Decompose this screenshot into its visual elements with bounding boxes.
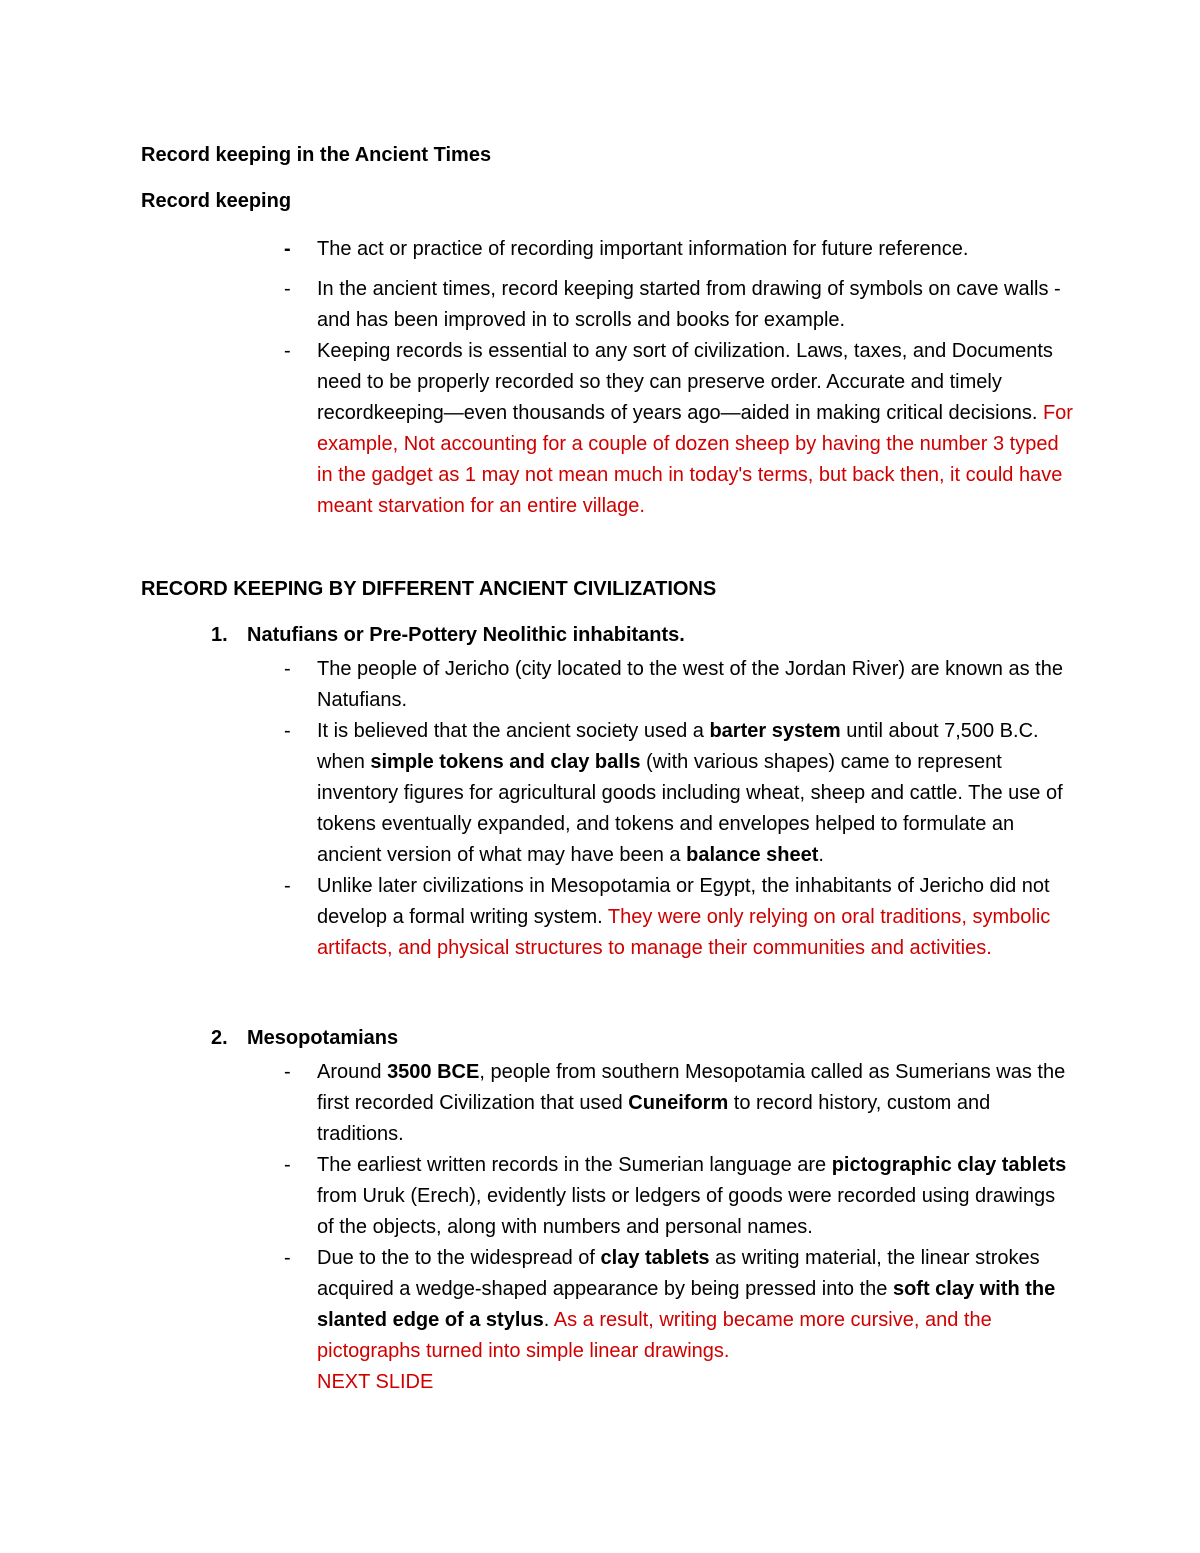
civ2-heading-text: Mesopotamians [247,1027,399,1049]
civ1-number: 1. [211,624,228,646]
bold-barter-system: barter system [709,720,841,742]
red-example-text: For example, Not accounting for a couple of dozen sheep by having the number 3 typed in the gadget as 1 may not mean much in today's terms, but back then, it could have meant starvation for an entire village. [317,402,1073,517]
bold-tokens: simple tokens and clay balls [370,751,641,773]
intro-bullet-definition: - The act or practice of recording important information for future reference. [284,234,1074,265]
civ2-bullet-sumerians: - Around 3500 BCE, people from southern Mesopotamia called as Sumerians was the first recorded Civilization that used Cuneiform to record history, custom and traditions. [284,1057,1074,1150]
civ1-heading-text: Natufians or Pre-Pottery Neolithic inhabitants. [247,624,685,646]
civ1-bullet-barter: - It is believed that the ancient society used a barter system until about 7,500 B.C. when simple tokens and clay balls (with various shapes) came to represent inventory figures for agricultural goods including wheat, sheep and cattle. The use of tokens eventually expanded, and tokens and envelopes helped to formulate an ancient version of what may have been a balance sheet. [284,716,1074,871]
bold-clay-tablets: clay tablets [600,1247,710,1269]
civ2-heading [211,1027,398,1050]
next-slide-note: NEXT SLIDE [317,1371,434,1393]
document-title: Record keeping in the Ancient Times [141,144,492,166]
civ2-bullet-tablets: - The earliest written records in the Sumerian language are pictographic clay tablets from Uruk (Erech), evidently lists or ledgers of goods were recorded using drawings of the objects, along with numbers and personal names. [284,1150,1074,1243]
bold-balance-sheet: balance sheet [686,844,819,866]
bold-soft-clay-stylus: soft clay with the slanted edge of a stylus [317,1278,1056,1331]
civ2-bullet-stylus: - Due to the to the widespread of clay tablets as writing material, the linear strokes acquired a wedge-shaped appearance by being pressed into the soft clay with the slanted edge of a stylus. As a result, writing became more cursive, and the pictographs turned into simple linear drawings. NEXT SLIDE [284,1243,1074,1398]
civ1-bullet-list [284,654,1074,964]
intro-bullet-ancient-times: - In the ancient times, record keeping started from drawing of symbols on cave walls -and has been improved in to scrolls and books for example. [284,274,1074,336]
civ1-bullet-writing: - Unlike later civilizations in Mesopotamia or Egypt, the inhabitants of Jericho did not develop a formal writing system. They were only relying on oral traditions, symbolic artifacts, and physical structures to manage their communities and activities. [284,871,1074,964]
intro-bullet-list [284,234,1074,522]
bold-3500-bce: 3500 BCE [387,1061,480,1083]
civ2-number: 2. [211,1027,228,1049]
red-cursive-writing: As a result, writing became more cursive, and the pictographs turned into simple linear drawings. [317,1309,992,1362]
civilizations-heading: RECORD KEEPING BY DIFFERENT ANCIENT CIVILIZATIONS [141,578,717,600]
intro-bullet-essential: - Keeping records is essential to any sort of civilization. Laws, taxes, and Documents need to be properly recorded so they can preserve order. Accurate and timely recordkeeping—even thousands of years ago—aided in making critical decisions. For example, Not accounting for a couple of dozen sheep by having the number 3 typed in the gadget as 1 may not mean much in today's terms, but back then, it could have meant starvation for an entire village. [284,336,1074,522]
civ1-bullet-jericho: - The people of Jericho (city located to the west of the Jordan River) are known as the Natufians. [284,654,1074,716]
bold-cuneiform: Cuneiform [628,1092,729,1114]
bold-pictographic-tablets: pictographic clay tablets [831,1154,1067,1176]
section-subtitle: Record keeping [141,190,292,212]
civ1-heading [211,624,685,647]
civ2-bullet-list [284,1057,1074,1398]
red-oral-traditions: They were only relying on oral traditions, symbolic artifacts, and physical structures to manage their communities and activities. [317,906,1051,959]
